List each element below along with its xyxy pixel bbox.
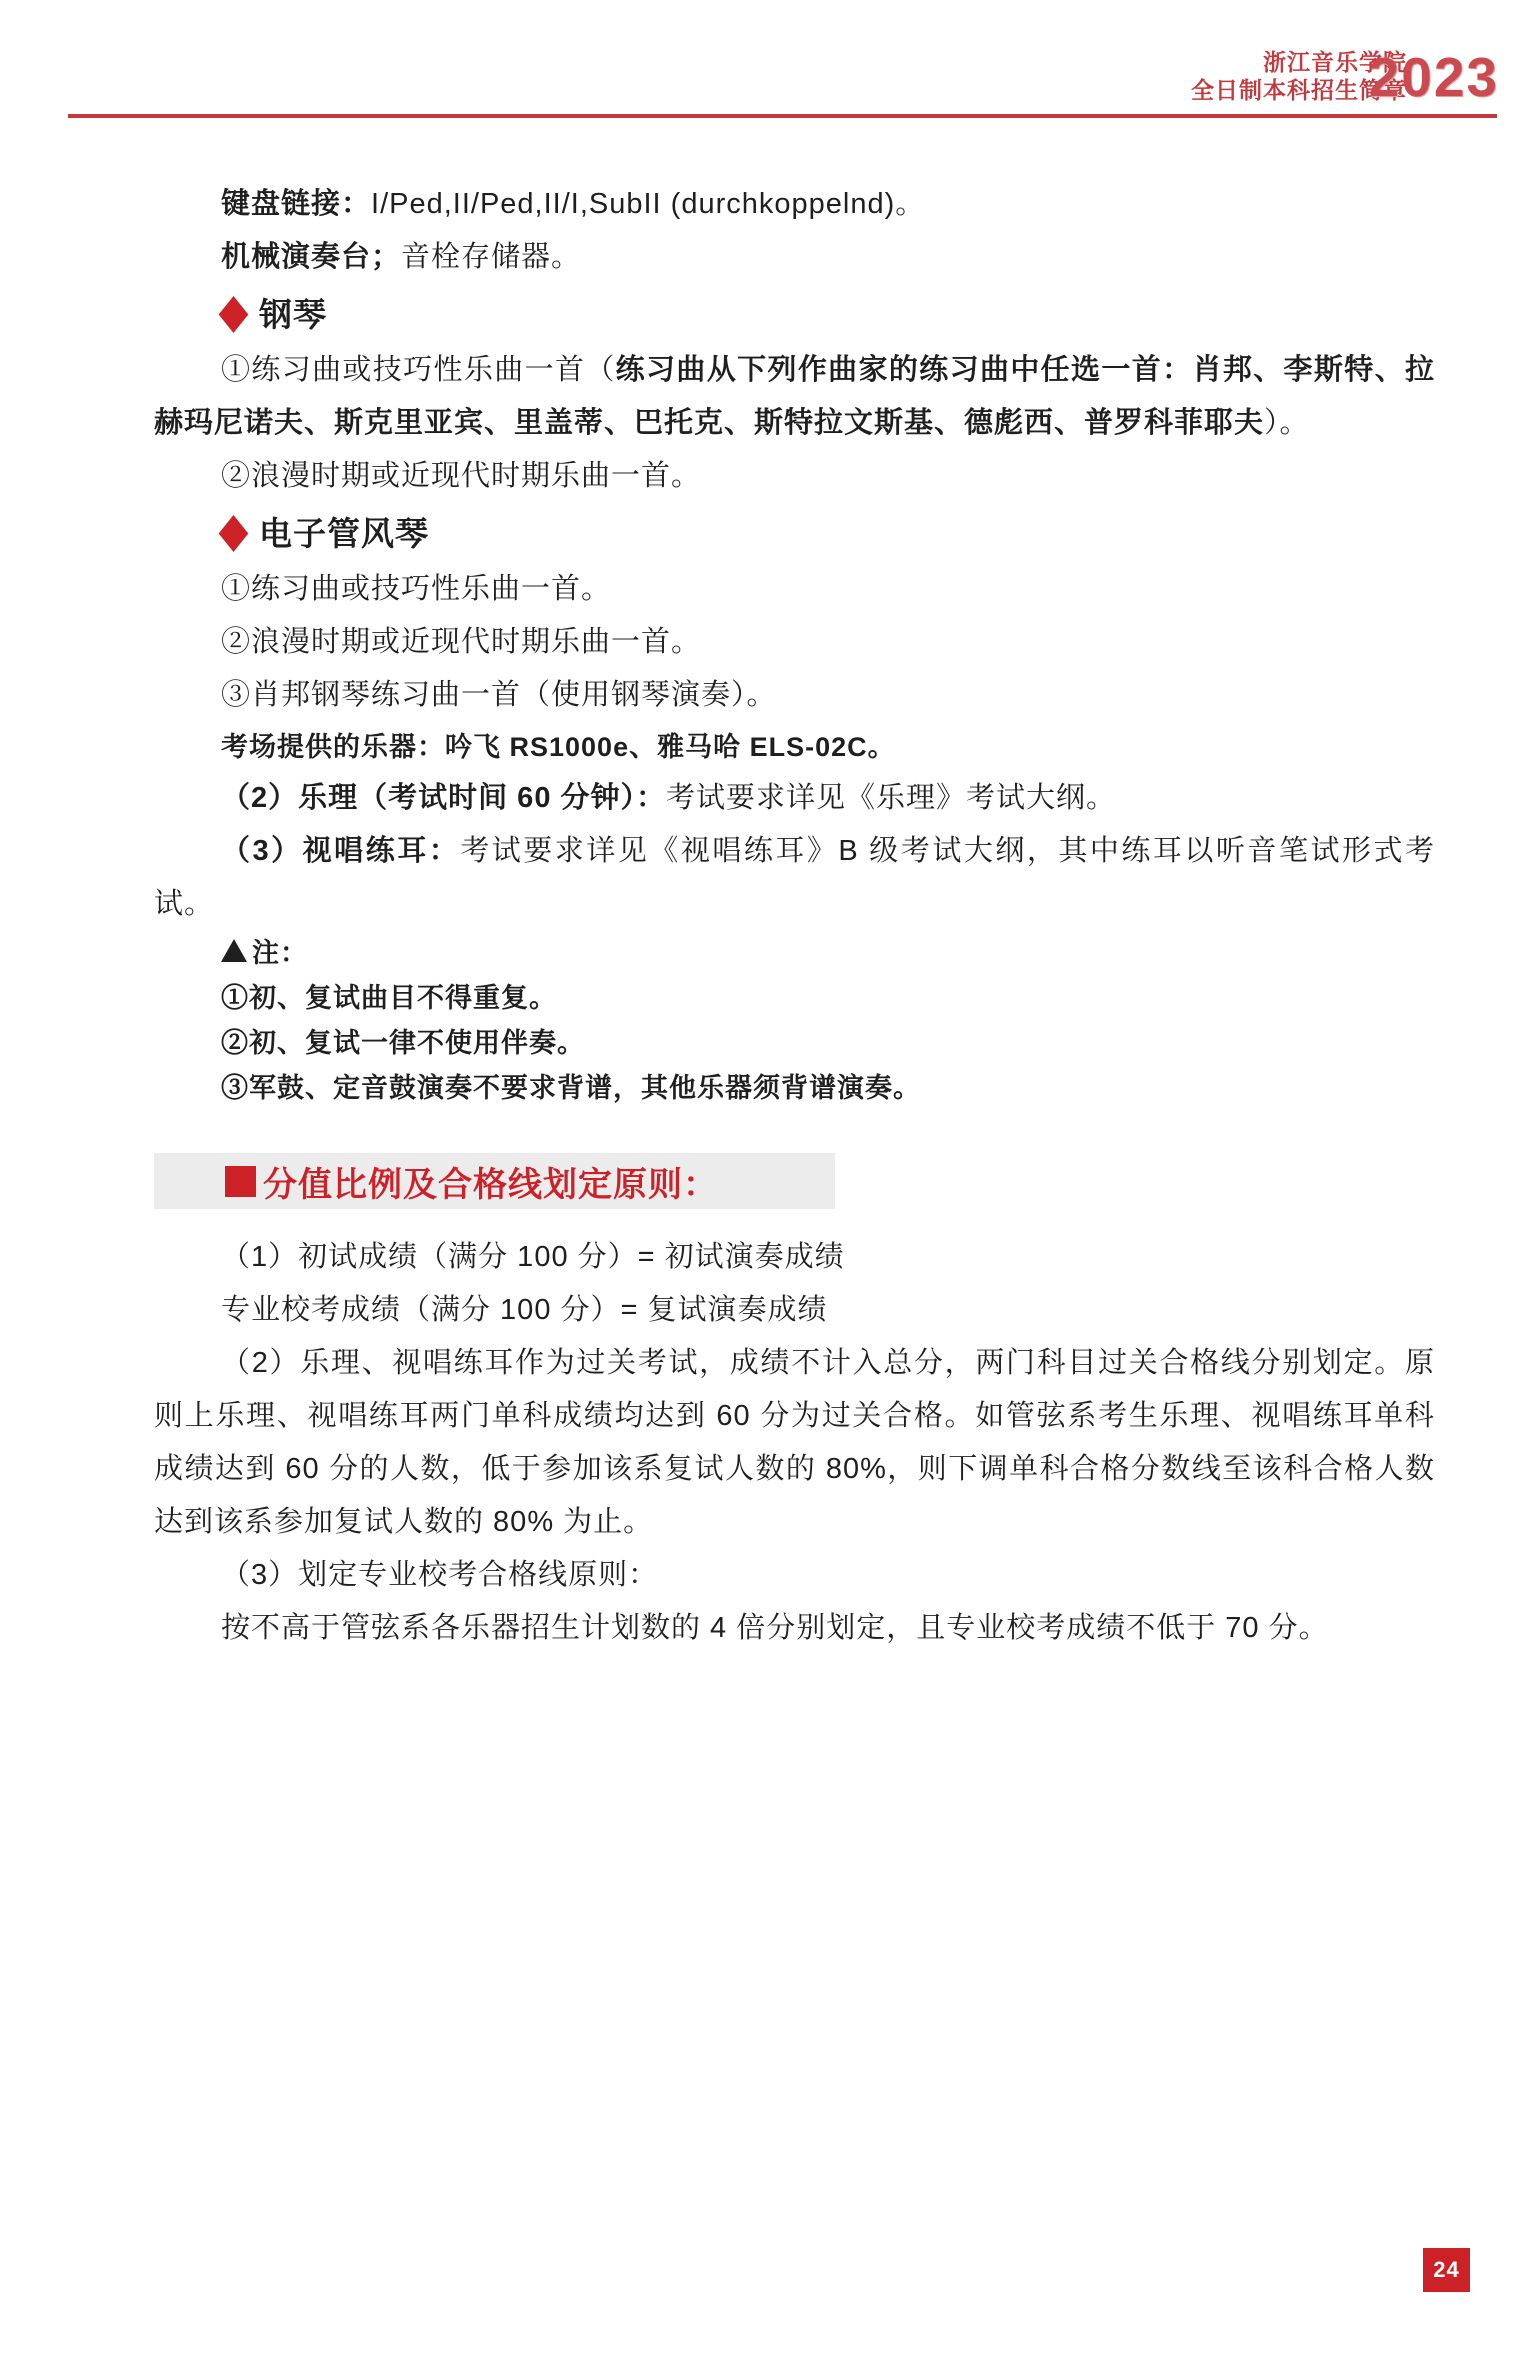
diamond-icon: [219, 515, 249, 552]
header-school-name: 浙江音乐学院: [1263, 49, 1407, 75]
scoring-p4: （3）划定专业校考合格线原则：: [221, 1559, 659, 1591]
scoring-p3: （2）乐理、视唱练耳作为过关考试，成绩不计入总分，两门科目过关合格线分别划定。原则上乐理、视唱练耳两门单科成绩均达到 60 分为过关合格。如管弦系考生乐理、视唱练耳单科成绩达到 60 分的人数，低于参加该系复试人数的 80%，则下调单科合格分数线至该科合格人数达到该系参加复试人数的 80% 为止。: [154, 1347, 1435, 1538]
spec-mechanical-label: 机械演奏台；: [221, 241, 402, 273]
subject-solfeggio: [154, 825, 1435, 931]
subject-theory-label: （2）乐理（考试时间 60 分钟）：: [221, 782, 667, 814]
section-title-electronic-organ: [154, 512, 1435, 556]
notes-title: [154, 931, 1435, 976]
piano-item-1: [154, 344, 1435, 450]
subject-theory-value: 考试要求详见《乐理》考试大纲。: [666, 782, 1117, 814]
organ-item-3: ③肖邦钢琴练习曲一首（使用钢琴演奏）。: [221, 679, 777, 711]
piano-item-2: ②浪漫时期或近现代时期乐曲一首。: [221, 460, 702, 492]
section-title-piano: [154, 293, 1435, 337]
page-content: [154, 178, 1435, 1655]
notes-title-text: 注：: [252, 938, 308, 968]
header-brochure-title: 全日制本科招生简章: [1191, 77, 1407, 103]
spec-keyboard-link-value: I/Ped,II/Ped,II/I,SubII (durchkoppelnd)。: [371, 188, 926, 220]
scoring-p2: 专业校考成绩（满分 100 分）= 复试演奏成绩: [221, 1294, 828, 1326]
subject-theory: [154, 772, 1435, 825]
page-number-badge: 24: [1423, 2248, 1470, 2292]
note-item: ③军鼓、定音鼓演奏不要求背谱，其他乐器须背谱演奏。: [221, 1073, 921, 1103]
section-heading-scoring-text: 分值比例及合格线划定原则：: [263, 1165, 718, 1204]
piano-item1-composers: 练习曲从下列作曲家的练习曲中任选一首：肖邦、李斯特、拉赫玛尼诺夫、斯克里亚宾、里盖蒂、巴托克、斯特拉文斯基、德彪西、普罗科菲耶夫: [154, 354, 1435, 439]
header-divider: [68, 114, 1497, 118]
note-item: ①初、复试曲目不得重复。: [221, 983, 557, 1013]
triangle-icon: [221, 939, 247, 962]
section-title-piano-text: 钢琴: [259, 296, 327, 333]
header-year: 2023: [1368, 46, 1499, 108]
exam-instruments: 考场提供的乐器：吟飞 RS1000e、雅马哈 ELS-02C。: [221, 732, 896, 762]
spec-mechanical-console: [154, 231, 1435, 284]
scoring-p5: 按不高于管弦系各乐器招生计划数的 4 倍分别划定，且专业校考成绩不低于 70 分。: [221, 1612, 1329, 1644]
organ-item-1: ①练习曲或技巧性乐曲一首。: [221, 573, 612, 605]
organ-item-2: ②浪漫时期或近现代时期乐曲一首。: [221, 626, 702, 658]
piano-item1-pre: ①练习曲或技巧性乐曲一首（: [221, 354, 616, 386]
spec-keyboard-link-label: 键盘链接：: [221, 188, 372, 220]
square-bullet-icon: [225, 1166, 256, 1197]
section-heading-scoring: [154, 1153, 835, 1209]
piano-item1-post: ）。: [1264, 407, 1310, 439]
note-item: ②初、复试一律不使用伴奏。: [221, 1028, 585, 1058]
subject-solfeggio-label: （3）视唱练耳：: [221, 835, 461, 867]
scoring-p1: （1）初试成绩（满分 100 分）= 初试演奏成绩: [221, 1241, 845, 1273]
section-title-electronic-organ-text: 电子管风琴: [259, 515, 429, 552]
subject-solfeggio-value: 考试要求详见《视唱练耳》B 级考试大纲，其中练耳以听音笔试形式考试。: [154, 835, 1435, 920]
spec-keyboard-link: [154, 178, 1435, 231]
diamond-icon: [219, 296, 249, 333]
spec-mechanical-value: 音栓存储器。: [401, 241, 582, 273]
